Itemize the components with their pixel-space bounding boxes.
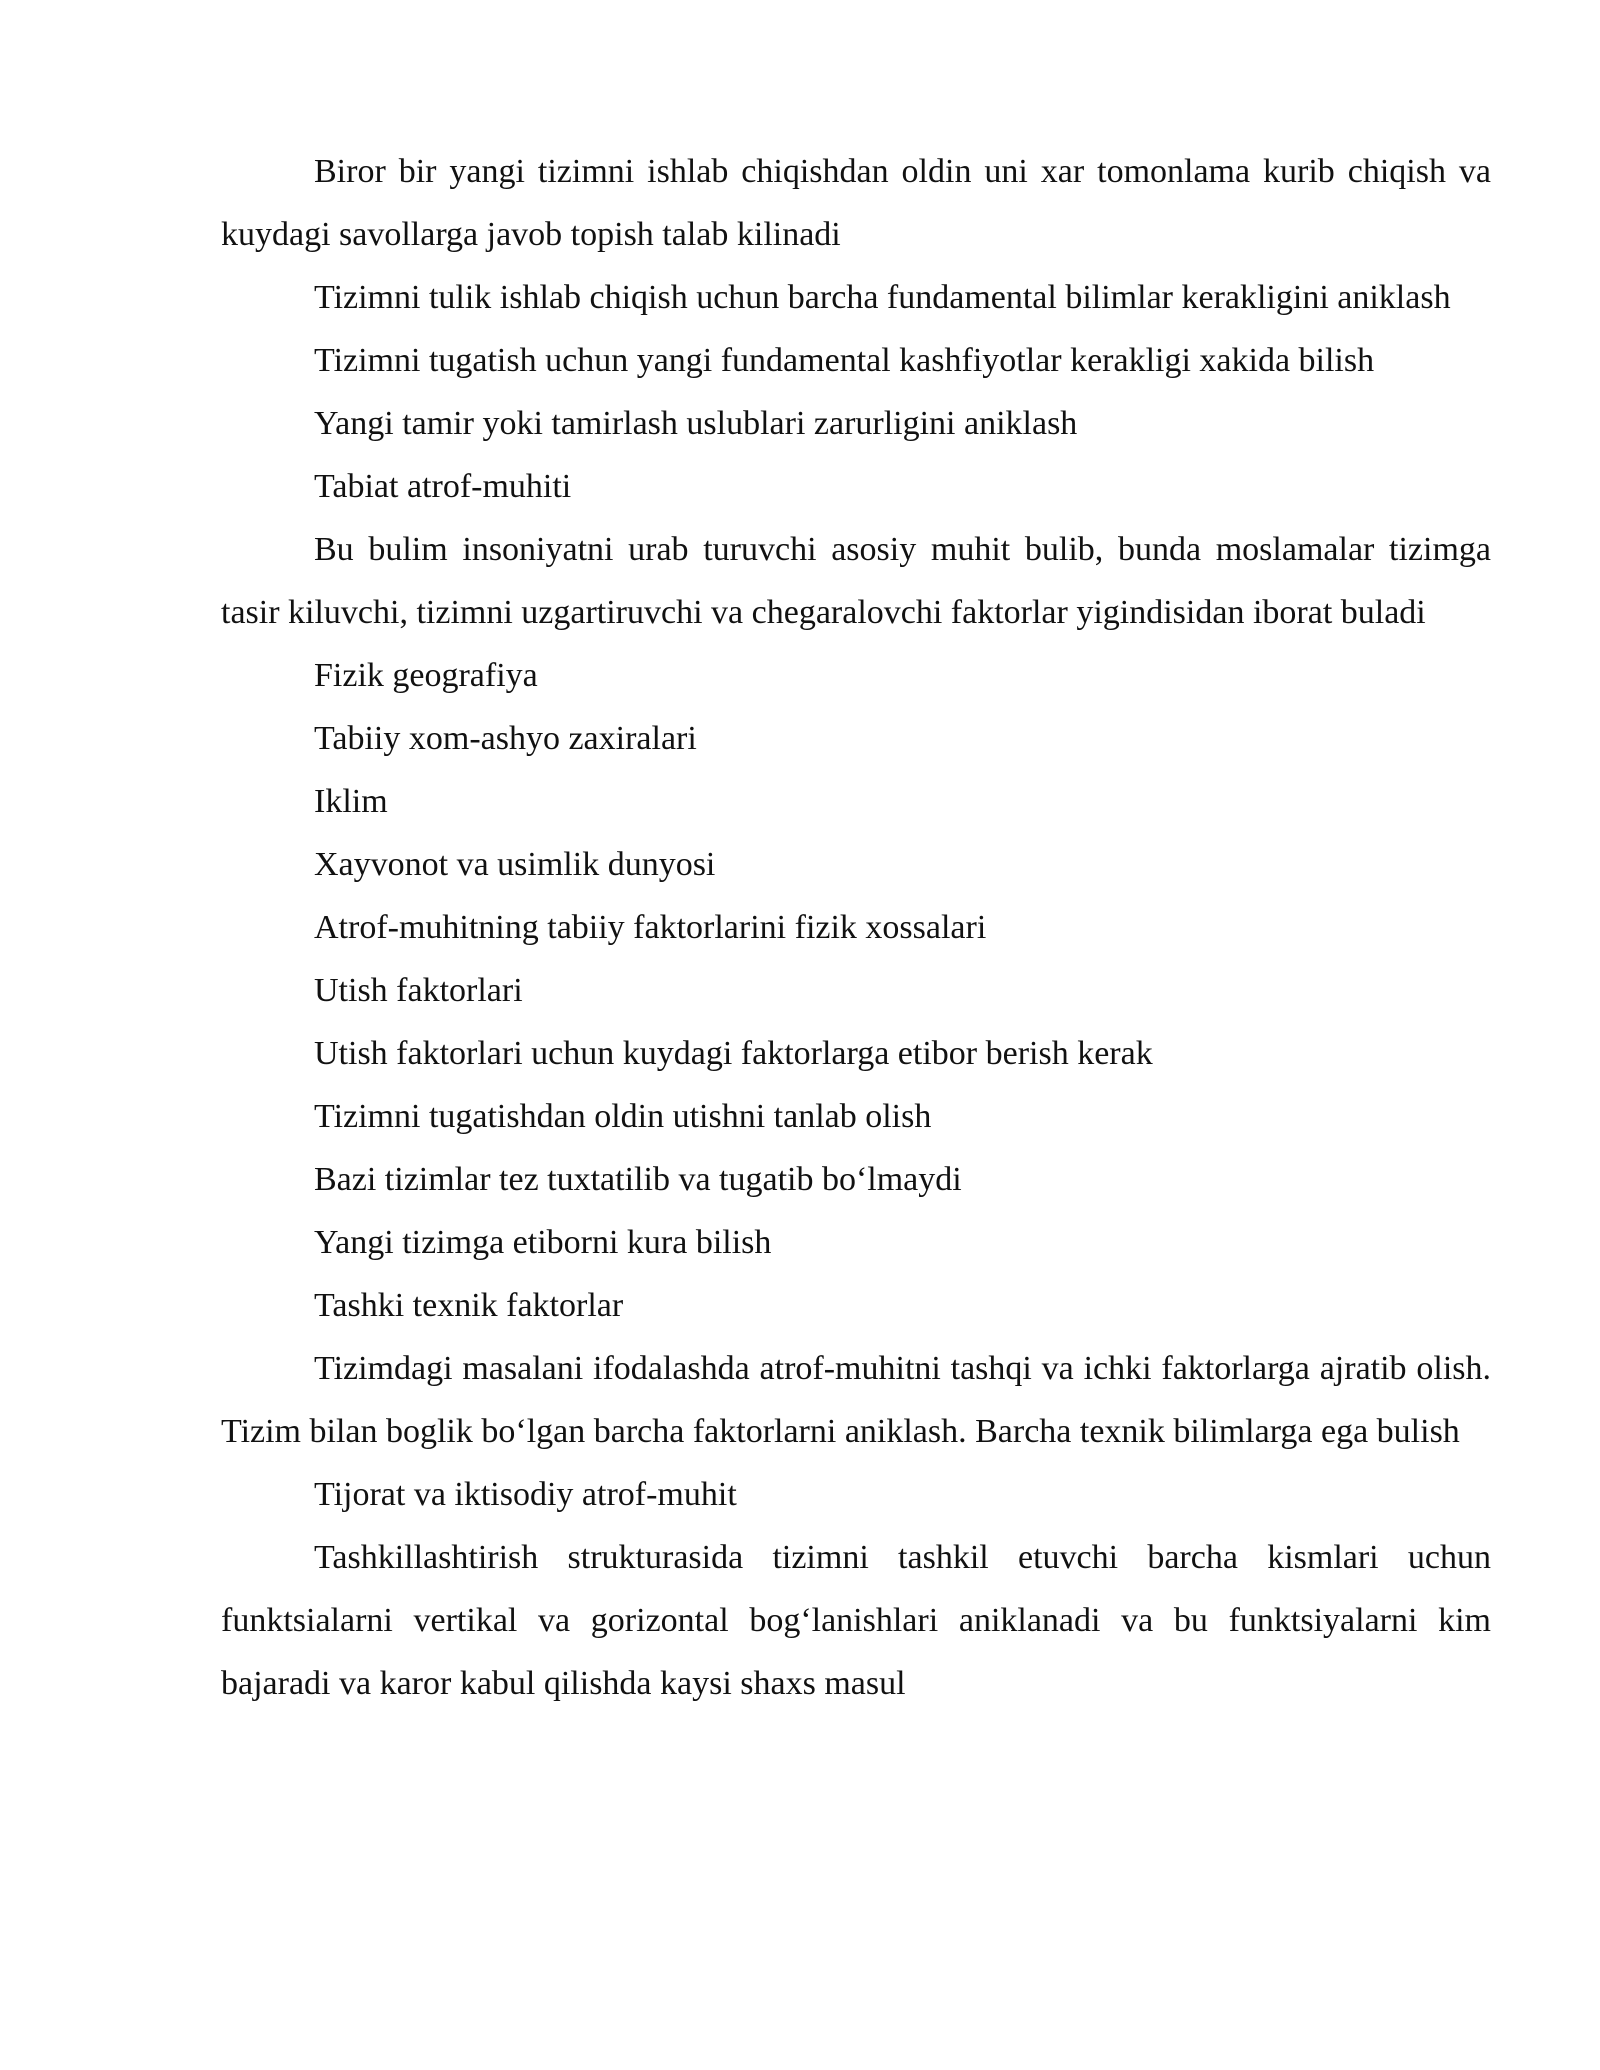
paragraph-technical-factors: Tizimdagi masalani ifodalashda atrof-muhitni tashqi va ichki faktorlarga ajratib olish. Tizim bilan boglik bo‘lgan barcha faktorlarni aniklash. Barcha texnik bilimlarga ega bulish: [221, 1350, 1491, 1450]
paragraph-intro: Biror bir yangi tizimni ishlab chiqishdan oldin uni xar tomonlama kurib chiqish va kuydagi savollarga javob topish talab kilinadi: [221, 153, 1491, 253]
list-item-flora-fauna: Xayvonot va usimlik dunyosi: [314, 846, 716, 883]
list-item-climate: Iklim: [314, 783, 388, 820]
paragraph-organization-structure: Tashkillashtirish strukturasida tizimni tashkil etuvchi barcha kismlari uchun funktsialarni vertikal va gorizontal bog‘lanishlari aniklanadi va bu funktsiyalarni kim bajaradi va karor kabul qilishda kaysi shaxs masul: [221, 1539, 1491, 1702]
paragraph-transition-attention: Utish faktorlari uchun kuydagi faktorlarga etibor berish kerak: [314, 1035, 1153, 1072]
list-item-physical-properties: Atrof-muhitning tabiiy faktorlarini fizik xossalari: [314, 909, 987, 946]
list-item-natural-resources: Tabiiy xom-ashyo zaxiralari: [314, 720, 697, 757]
list-item-new-system-attention: Yangi tizimga etiborni kura bilish: [314, 1224, 772, 1261]
heading-external-technical-factors: Tashki texnik faktorlar: [314, 1287, 624, 1324]
heading-natural-environment: Tabiat atrof-muhiti: [314, 468, 572, 505]
paragraph-repair-methods: Yangi tamir yoki tamirlash uslublari zarurligini aniklash: [314, 405, 1078, 442]
paragraph-fundamental-discoveries: Tizimni tugatish uchun yangi fundamental kashfiyotlar kerakligi xakida bilish: [314, 342, 1375, 379]
list-item-physical-geography: Fizik geografiya: [314, 657, 538, 694]
list-item-choose-transition: Tizimni tugatishdan oldin utishni tanlab olish: [314, 1098, 932, 1135]
list-item-some-systems: Bazi tizimlar tez tuxtatilib va tugatib bo‘lmaydi: [314, 1161, 962, 1198]
document-page: [221, 140, 1491, 1715]
heading-commercial-economic: Tijorat va iktisodiy atrof-muhit: [314, 1476, 737, 1513]
heading-transition-factors: Utish faktorlari: [314, 972, 523, 1009]
paragraph-fundamental-knowledge: Tizimni tulik ishlab chiqish uchun barcha fundamental bilimlar kerakligini aniklash: [314, 279, 1451, 316]
paragraph-environment-description: Bu bulim insoniyatni urab turuvchi asosiy muhit bulib, bunda moslamalar tizimga tasir kiluvchi, tizimni uzgartiruvchi va chegaralovchi faktorlar yigindisidan iborat buladi: [221, 531, 1491, 631]
